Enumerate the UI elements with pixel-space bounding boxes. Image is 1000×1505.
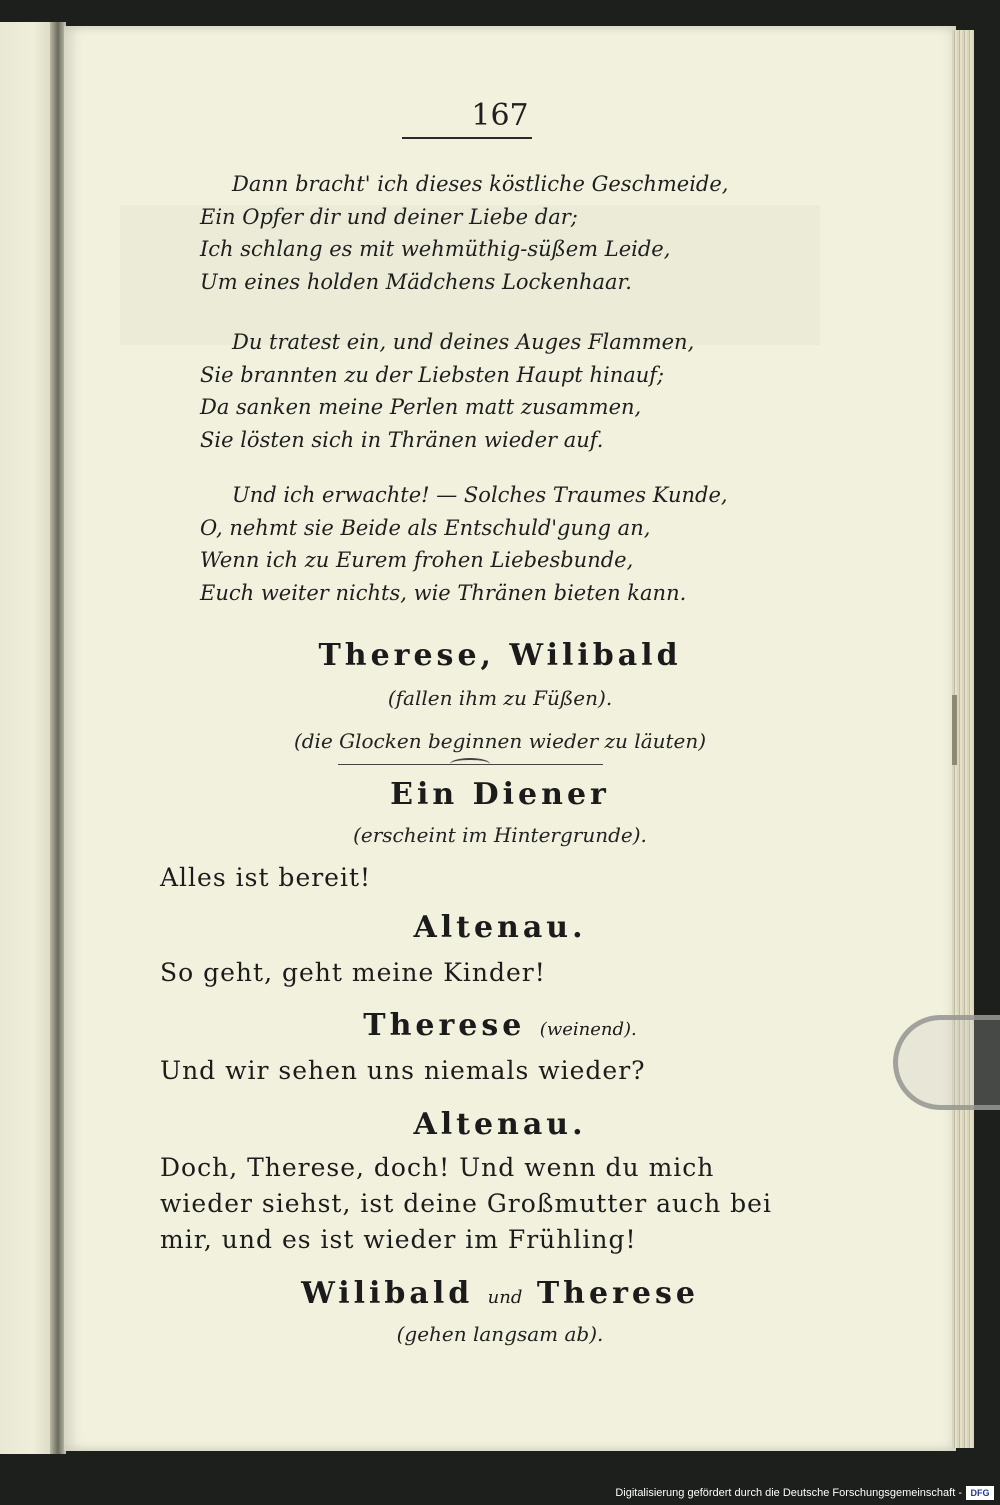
stage-direction: (erscheint im Hintergrunde). [353, 823, 647, 847]
speaker-conjunction: und [487, 1287, 523, 1308]
page-number-rule [402, 137, 532, 139]
page-clip [893, 1015, 1000, 1110]
speech-text: Alles ist bereit! [160, 863, 372, 892]
verse-line: Sie lösten sich in Thränen wieder auf. [200, 427, 604, 452]
speaker-heading: Altenau. [413, 1107, 587, 1142]
verse-line: Da sanken meine Perlen matt zusammen, [200, 395, 642, 419]
funding-credit: Digitalisierung gefördert durch die Deutsche Forschungsgemeinschaft - [615, 1487, 962, 1499]
speech-text: Und wir sehen uns niemals wieder? [160, 1056, 646, 1085]
verse-line: Um eines holden Mädchens Lockenhaar. [200, 269, 632, 294]
speaker-heading: Altenau. [413, 910, 587, 945]
dfg-logo: DFG [966, 1486, 994, 1500]
verse-line: Euch weiter nichts, wie Thränen bieten kann. [200, 580, 687, 605]
speaker-heading [0, 1008, 1000, 1043]
speaker-name: Wilibald [301, 1276, 474, 1311]
verse-stanza-1 [200, 168, 728, 298]
verse-line: Ich schlang es mit wehmüthig-süßem Leide, [200, 237, 671, 261]
ornament-flourish [450, 758, 490, 770]
verse-line: Sie brannten zu der Liebsten Haupt hinauf; [200, 362, 665, 387]
speaker-name: Therese [536, 1276, 699, 1311]
stage-direction: (fallen ihm zu Füßen). [387, 686, 613, 710]
verse-stanza-2 [200, 326, 694, 456]
verse-line: Wenn ich zu Eurem frohen Liebesbunde, [200, 548, 634, 572]
verse-line: Ein Opfer dir und deiner Liebe dar; [200, 204, 578, 229]
verse-line: Du tratest ein, und deines Auges Flammen, [232, 330, 695, 354]
verse-line: O, nehmt sie Beide als Entschuld'gung an, [200, 515, 651, 540]
verse-stanza-3 [200, 479, 728, 609]
speaker-heading [0, 1276, 1000, 1311]
page-number: 167 [471, 98, 529, 133]
stage-direction: (die Glocken beginnen wieder zu läuten) [293, 729, 707, 753]
verse-line: Und ich erwachte! — Solches Traumes Kunde, [232, 483, 728, 507]
speech-text: So geht, geht meine Kinder! [160, 958, 546, 987]
verse-line: Dann bracht' ich dieses köstliche Geschmeide, [232, 172, 729, 196]
speech-text: Doch, Therese, doch! Und wenn du mich wieder siehst, ist deine Großmutter auch bei mir, und es ist wieder im Frühling! [160, 1153, 772, 1254]
stage-direction: (gehen langsam ab). [396, 1322, 604, 1346]
speaker-name: Therese [363, 1008, 526, 1043]
speaker-heading: Ein Diener [390, 777, 610, 812]
speaker-heading: Therese, Wilibald [318, 638, 682, 673]
stage-direction: (weinend). [539, 1019, 637, 1040]
